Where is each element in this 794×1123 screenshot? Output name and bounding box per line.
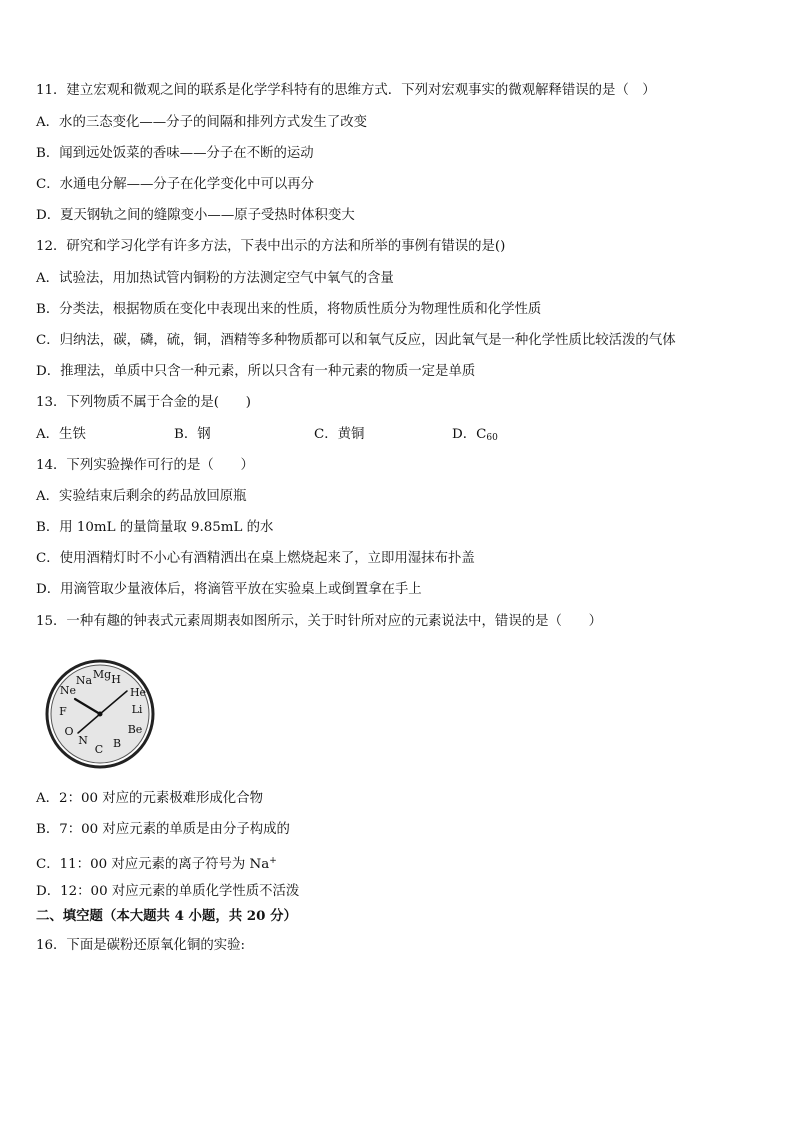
clock-element-He: He <box>129 686 147 699</box>
clock-element-Ne: Ne <box>59 684 77 697</box>
q14-stem: 14．下列实验操作可行的是（ ） <box>36 458 254 473</box>
q13-option-c: C．黄铜 <box>314 427 365 442</box>
q12-option-b: B．分类法，根据物质在变化中表现出来的性质，将物质性质分为物理性质和化学性质 <box>36 302 542 317</box>
q13-option-d-subscript: 60 <box>486 433 498 443</box>
clock-center-pin <box>98 712 103 717</box>
q11-option-d: D．夏天钢轨之间的缝隙变小——原子受热时体积变大 <box>36 208 355 223</box>
clock-element-C: C <box>94 743 104 756</box>
q11-option-b: B．闻到远处饭菜的香味——分子在不断的运动 <box>36 146 314 161</box>
clock-element-Be: Be <box>127 723 143 736</box>
q14-option-b: B．用 10mL 的量筒量取 9.85mL 的水 <box>36 520 274 535</box>
q11-stem: 11．建立宏观和微观之间的联系是化学学科特有的思维方式．下列对宏观事实的微观解释错误的是（ ） <box>36 83 656 98</box>
clock-element-N: N <box>78 734 88 747</box>
q16-stem: 16．下面是碳粉还原氧化铜的实验: <box>36 938 246 953</box>
q15-option-a: A．2：00 对应的元素极难形成化合物 <box>36 791 263 806</box>
q15-option-c <box>36 852 277 874</box>
periodic-clock-figure <box>44 658 156 770</box>
q13-option-d-text: D．C <box>452 427 487 442</box>
q12-option-a: A．试验法，用加热试管内铜粉的方法测定空气中氧气的含量 <box>36 271 394 286</box>
clock-element-B: B <box>112 737 122 750</box>
q15-option-d: D．12：00 对应元素的单质化学性质不活泼 <box>36 884 300 899</box>
clock-element-F: F <box>59 705 67 718</box>
q11-option-a: A．水的三态变化——分子的间隔和排列方式发生了改变 <box>36 115 368 130</box>
clock-element-Li: Li <box>131 703 143 716</box>
q14-option-d: D．用滴管取少量液体后，将滴管平放在实验桌上或倒置拿在手上 <box>36 582 422 597</box>
q13-option-a: A．生铁 <box>36 427 86 442</box>
clock-element-Mg: Mg <box>92 668 112 681</box>
q13-option-d <box>452 426 498 447</box>
q15-option-b: B．7：00 对应元素的单质是由分子构成的 <box>36 822 290 837</box>
q14-option-c: C．使用酒精灯时不小心有酒精洒出在桌上燃烧起来了，立即用湿抹布扑盖 <box>36 551 475 566</box>
clock-element-H: H <box>111 673 121 686</box>
clock-element-Na: Na <box>75 674 93 687</box>
q15-stem: 15．一种有趣的钟表式元素周期表如图所示，关于时针所对应的元素说法中，错误的是（ ） <box>36 614 603 629</box>
clock-element-O: O <box>64 725 74 738</box>
q13-stem: 13．下列物质不属于合金的是( ) <box>36 395 251 410</box>
q12-option-d: D．推理法，单质中只含一种元素，所以只含有一种元素的物质一定是单质 <box>36 364 476 379</box>
q12-option-c: C．归纳法，碳，磷，硫，铜，酒精等多种物质都可以和氧气反应，因此氧气是一种化学性质比较活泼的气体 <box>36 333 676 348</box>
q12-stem: 12．研究和学习化学有许多方法，下表中出示的方法和所举的事例有错误的是() <box>36 239 506 254</box>
q11-option-c: C．水通电分解——分子在化学变化中可以再分 <box>36 177 315 192</box>
q13-option-b: B．钢 <box>174 427 211 442</box>
q14-option-a: A．实验结束后剩余的药品放回原瓶 <box>36 489 247 504</box>
q15-option-c-text: C．11：00 对应元素的离子符号为 Na <box>36 857 270 872</box>
section-heading: 二、填空题（本大题共 4 小题，共 20 分） <box>36 908 297 924</box>
q15-option-c-superscript: + <box>269 856 277 866</box>
